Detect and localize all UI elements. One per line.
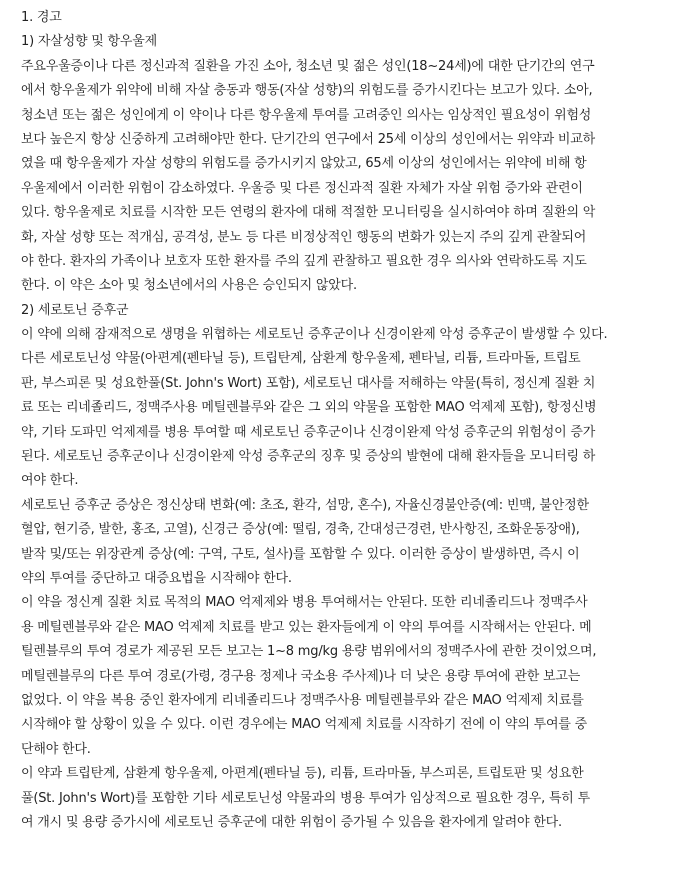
paragraph — [21, 494, 681, 592]
paragraph-line: 화, 자살 성향 또는 적개심, 공격성, 분노 등 다른 비정상적인 행동의 변화가 있는지 주의 깊게 관찰되어 — [21, 229, 587, 245]
warning-document — [21, 6, 681, 835]
paragraph-line: 이 약과 트립탄계, 삼환계 항우울제, 아편계(펜타닐 등), 리튬, 트라마돌, 부스피론, 트립토판 및 성요한 — [21, 766, 584, 782]
section-heading: 1. 경고 — [21, 10, 62, 25]
paragraph-line: 청소년 또는 젊은 성인에게 이 약이나 다른 항우울제 투여를 고려중인 의사는 임상적인 필요성이 위험성 — [21, 107, 592, 123]
paragraph-line: 여 개시 및 용량 증가시에 세로토닌 증후군에 대한 위험이 증가될 수 있음을 환자에게 알려야 한다. — [21, 814, 562, 830]
paragraph-line: 한다. 이 약은 소아 및 청소년에서의 사용은 승인되지 않았다. — [21, 278, 357, 294]
sections-container — [21, 30, 681, 835]
paragraph-line: 없었다. 이 약을 복용 중인 환자에게 리네졸리드나 정맥주사용 메틸렌블루와 같은 MAO 억제제 치료를 — [21, 692, 584, 708]
subsection-title: 1) 자살성향 및 항우울제 — [21, 34, 157, 50]
paragraph-line: 약, 기타 도파민 억제제를 병용 투여할 때 세로토닌 증후군이나 신경이완제 악성 증후군의 위험성이 증가 — [21, 424, 596, 440]
paragraph-line: 발작 및/또는 위장관계 증상(예: 구역, 구토, 설사)를 포함할 수 있다. 이러한 증상이 발생하면, 즉시 이 — [21, 546, 580, 562]
paragraph — [21, 762, 681, 835]
paragraph-line: 메틸렌블루의 다른 투여 경로(가령, 경구용 정제나 국소용 주사제)나 더 낮은 용량 투여에 관한 보고는 — [21, 668, 581, 684]
paragraph-line: 있다. 항우울제로 치료를 시작한 모든 연령의 환자에 대해 적절한 모니터링을 실시하여야 하며 질환의 악 — [21, 205, 596, 221]
paragraph-line: 다른 세로토닌성 약물(아편계(펜타닐 등), 트립탄계, 삼환계 항우울제, 펜타닐, 리튬, 트라마돌, 트립토 — [21, 351, 581, 367]
paragraph-line: 풀(St. John's Wort)를 포함한 기타 세로토닌성 약물과의 병용 투여가 임상적으로 필요한 경우, 특히 투 — [21, 790, 590, 806]
paragraph-line: 야 한다. 환자의 가족이나 보호자 또한 환자를 주의 깊게 관찰하고 필요한 경우 의사와 연락하도록 지도 — [21, 253, 587, 269]
paragraph-line: 시작해야 할 상황이 있을 수 있다. 이런 경우에는 MAO 억제제 치료를 시작하기 전에 이 약의 투여를 중 — [21, 717, 587, 733]
paragraph-line: 였을 때 항우울제가 자살 성향의 위험도를 증가시키지 않았고, 65세 이상의 성인에서는 위약에 비해 항 — [21, 156, 587, 172]
paragraph — [21, 323, 681, 347]
paragraph — [21, 55, 681, 299]
paragraph-line: 이 약에 의해 잠재적으로 생명을 위협하는 세로토닌 증후군이나 신경이완제 악성 증후군이 발생할 수 있다. — [21, 327, 608, 343]
paragraph-line: 틸렌블루의 투여 경로가 제공된 모든 보고는 1~8 mg/kg 용량 범위에서의 정맥주사에 관한 것이었으며, — [21, 644, 597, 660]
paragraph-line: 주요우울증이나 다른 정신과적 질환을 가진 소아, 청소년 및 젊은 성인(18~24세)에 대한 단기간의 연구 — [21, 58, 595, 74]
warning-section — [21, 30, 681, 298]
subsection-title: 2) 세로토닌 증후군 — [21, 302, 129, 318]
paragraph-line: 이 약을 정신계 질환 치료 목적의 MAO 억제제와 병용 투여해서는 안된다. 또한 리네졸리드나 정맥주사 — [21, 595, 588, 611]
paragraph — [21, 347, 681, 493]
paragraph — [21, 591, 681, 762]
paragraph-line: 에서 항우울제가 위약에 비해 자살 충동과 행동(자살 성향)의 위험도를 증가시킨다는 보고가 있다. 소아, — [21, 83, 593, 99]
paragraph-line: 판, 부스피론 및 성요한풀(St. John's Wort) 포함), 세로토닌 대사를 저해하는 약물(특히, 정신계 질환 치 — [21, 375, 596, 391]
paragraph-line: 된다. 세로토닌 증후군이나 신경이완제 악성 증후군의 징후 및 증상의 발현에 대해 환자들을 모니터링 하 — [21, 449, 596, 465]
paragraph-line: 단해야 한다. — [21, 741, 91, 757]
paragraph-line: 약의 투여를 중단하고 대증요법을 시작해야 한다. — [21, 570, 292, 586]
paragraph-line: 료 또는 리네졸리드, 정맥주사용 메틸렌블루와 같은 그 외의 약물을 포함한 MAO 억제제 포함), 항정신병 — [21, 400, 597, 416]
paragraph-line: 우울제에서 이러한 위험이 감소하였다. 우울증 및 다른 정신과적 질환 자체가 자살 위험 증가와 관련이 — [21, 180, 583, 196]
paragraph-line: 여야 한다. — [21, 473, 79, 489]
paragraph-line: 보다 높은지 항상 신중하게 고려해야만 한다. 단기간의 연구에서 25세 이상의 성인에서는 위약과 비교하 — [21, 131, 595, 147]
paragraph-line: 용 메틸렌블루와 같은 MAO 억제제 치료를 받고 있는 환자들에게 이 약의 투여를 시작해서는 안된다. 메 — [21, 619, 592, 635]
paragraph-line: 혈압, 현기증, 발한, 홍조, 고열), 신경근 증상(예: 떨림, 경축, 간대성근경련, 반사항진, 조화운동장애), — [21, 522, 580, 538]
warning-section — [21, 299, 681, 836]
paragraph-line: 세로토닌 증후군 증상은 정신상태 변화(예: 초조, 환각, 섬망, 혼수), 자율신경불안증(예: 빈맥, 불안정한 — [21, 497, 589, 513]
